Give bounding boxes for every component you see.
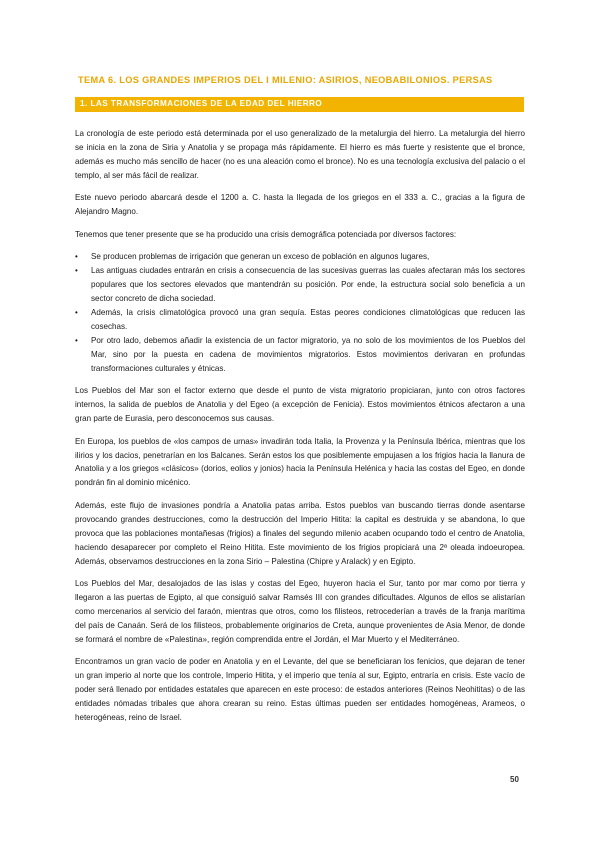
paragraph: Encontramos un gran vacío de poder en Anatolia y en el Levante, del que se beneficiaran los fenicios, que dejaran de tener un gran imperio al norte que los controle, Imperio Hitita, y el imperio que tenía al sur, Egipto, entraría en crisis. Este vacío de poder será llenado por entidades estatales que aparecen en este proceso: de estados anteriores (Reinos Neohititas) o de las entidades nómadas tribales que ahora crearan su reino. Estas últimas pueden ser entidades homogéneas, Arameos, o heterogéneas, reino de Israel. xyxy=(75,657,525,723)
list-item xyxy=(75,264,525,306)
bullet-icon: • xyxy=(75,335,78,345)
list-item xyxy=(75,306,525,334)
chapter-title: TEMA 6. LOS GRANDES IMPERIOS DEL I MILENIO: ASIRIOS, NEOBABILONIOS. PERSAS xyxy=(78,75,493,85)
paragraph: Este nuevo periodo abarcará desde el 1200 a. C. hasta la llegada de los griegos en el 333 a. C., gracias a la figura de Alejandro Magno. xyxy=(75,193,525,217)
body-text xyxy=(75,127,525,734)
paragraph: Además, este flujo de invasiones pondría a Anatolia patas arriba. Estos pueblos van buscando tierras donde asentarse provocando grandes destrucciones, como la destrucción del Imperio Hitita: la capital es destruida y se abandona, lo que provoca que las poblaciones montañesas (frigios) a finales del segundo milenio acaben ocupando todo el centro de Anatolia, haciendo desaparecer por completo el Reino Hitita. Este movimiento de los frigios propiciará una 2ª oleada indoeuropea. Además, observamos destrucciones en la zona Sirio – Palestina (Chipre y Aralack) y en Egipto. xyxy=(75,500,525,566)
bullet-icon: • xyxy=(75,308,78,318)
paragraph: Los Pueblos del Mar, desalojados de las islas y costas del Egeo, huyeron hacia el Sur, tanto por mar como por tierra y llegaron a las puertas de Egipto, al que consiguió salvar Ramsés III con grandes dificultades. Algunos de ellos se alistarían como mercenarios al servicio del faraón, mientras que otros, como los filisteos, retrocederían a través de la franja marítima del país de Canaán. Será de los filisteos, probablemente originarios de Creta, aunque provenientes de Asia Menor, de donde se formará el nombre de «Palestina», región comprendida entre el Jordán, el Mar Muerto y el Mediterráneo. xyxy=(75,579,525,644)
paragraph: Los Pueblos del Mar son el factor externo que desde el punto de vista migratorio propiciaran, junto con otros factores internos, la salida de pueblos de Anatolia y del Egeo (a excepción de Fenicia). Estos movimientos étnicos afectaron a una gran parte de Eurasia, pero desconocemos sus causas. xyxy=(75,386,525,424)
list-item xyxy=(75,250,525,264)
page-number: 50 xyxy=(510,775,519,784)
factor-list xyxy=(75,250,525,375)
paragraph: La cronología de este periodo está determinada por el uso generalizado de la metalurgia del hierro. La metalurgia del hierro se inicia en la zona de Siria y Anatolia y se propaga más rápidamente. El hierro es más fuerte y resistente que el bronce, además es mucho más sencillo de hacer (no es una aleación como el bronce). No es una tecnología exclusiva del palacio o el templo, al ser más fácil de realizar. xyxy=(75,129,525,180)
list-item-text: Las antiguas ciudades entrarán en crisis a consecuencia de las sucesivas guerras las cuales afectaran más los sectores populares que los sectores elevados que mantendrán su posición. Por ende, la estructura social solo beneficia a un sector concreto de dicha sociedad. xyxy=(91,266,525,304)
section-header-bar xyxy=(75,97,524,112)
bullet-icon: • xyxy=(75,252,78,262)
list-item-text: Se producen problemas de irrigación que generan un exceso de población en algunos lugares, xyxy=(91,252,430,262)
list-item xyxy=(75,334,525,376)
paragraph: Tenemos que tener presente que se ha producido una crisis demográfica potenciada por diversos factores: xyxy=(75,229,457,239)
list-item-text: Por otro lado, debemos añadir la existencia de un factor migratorio, ya no solo de los movimientos de los Pueblos del Mar, sino por la puesta en cadena de movimientos migratorios. Estos movimientos derivaran en profundas transformaciones culturales y étnicas. xyxy=(91,335,525,373)
list-item-text: Además, la crisis climatológica provocó una gran sequía. Estas peores condiciones climatológicas que reducen las cosechas. xyxy=(91,308,525,331)
bullet-icon: • xyxy=(75,266,78,276)
section-title: 1. LAS TRANSFORMACIONES DE LA EDAD DEL HIERRO xyxy=(80,99,323,108)
paragraph: En Europa, los pueblos de «los campos de urnas» invadirán toda Italia, la Provenza y la Península Ibérica, mientras que los ilirios y los dacios, penetrarían en los Balcanes. Serán estos los que posiblemente empujasen a los frigios hacia la llanura de Anatolia y a los griegos «clásicos» (dorios, eolios y jonios) hacia la Península Helénica y hacia las costas del Egeo, en donde pondrán fin al dominio micénico. xyxy=(75,436,525,488)
